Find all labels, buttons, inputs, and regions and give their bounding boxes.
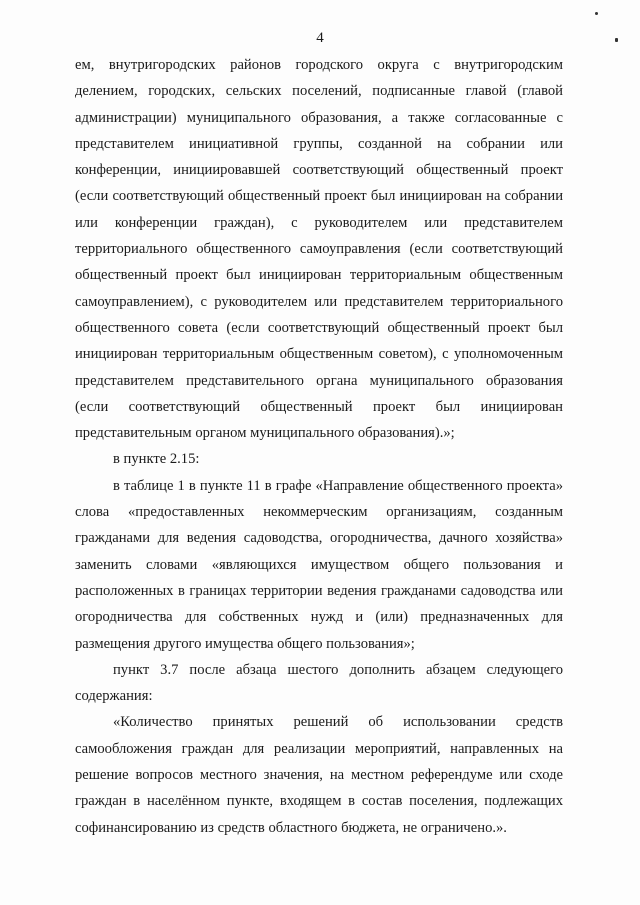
page-number: 4 (316, 30, 324, 46)
paragraph-continuation: ем, внутригородских районов городского округа с внутригородским делением, городских, сельских поселений, подписанные главой (главой администрации) муниципального образования, а также согласованные с представителем инициативной группы, созданной на собрании или конференции, инициировавшей соответствующий общественный проект (если соответствующий общественный проект был инициирован на собрании или конференции граждан), с руководителем или представителем территориального общественного самоуправления (если соответствующий общественный проект был инициирован территориальным общественным самоуправлением), с руководителем или представителем территориального общественного совета (если соответствующий общественный проект был инициирован территориальным общественным советом), с уполномоченным представителем представительного органа муниципального образования (если соответствующий общественный проект был инициирован представительным органом муниципального образования).»; (75, 57, 563, 442)
scan-dot-mark (595, 12, 598, 15)
document-body (75, 52, 563, 841)
paragraph-quoted-addition: «Количество принятых решений об использовании средств самообложения граждан для реализации мероприятий, направленных на решение вопросов местного значения, на местном референдуме или сходе граждан в населённом пункте, входящем в состав поселения, подлежащих софинансированию из средств областного бюджета, не ограничено.». (75, 714, 563, 836)
paragraph-item-2-15: в пункте 2.15: (113, 451, 200, 468)
paragraph-table-amendment: в таблице 1 в пункте 11 в графе «Направление общественного проекта» слова «предоставленных некоммерческим организациям, созданным гражданами для ведения садоводства, огородничества, дачного хозяйства» заменить словами «являющихся имуществом общего пользования и расположенных в границах территории ведения гражданами садоводства или огородничества для собственных нужд и (или) предназначенных для размещения другого имущества общего пользования»; (75, 477, 563, 652)
paragraph-item-3-7: пункт 3.7 после абзаца шестого дополнить абзацем следующего содержания: (75, 661, 563, 705)
